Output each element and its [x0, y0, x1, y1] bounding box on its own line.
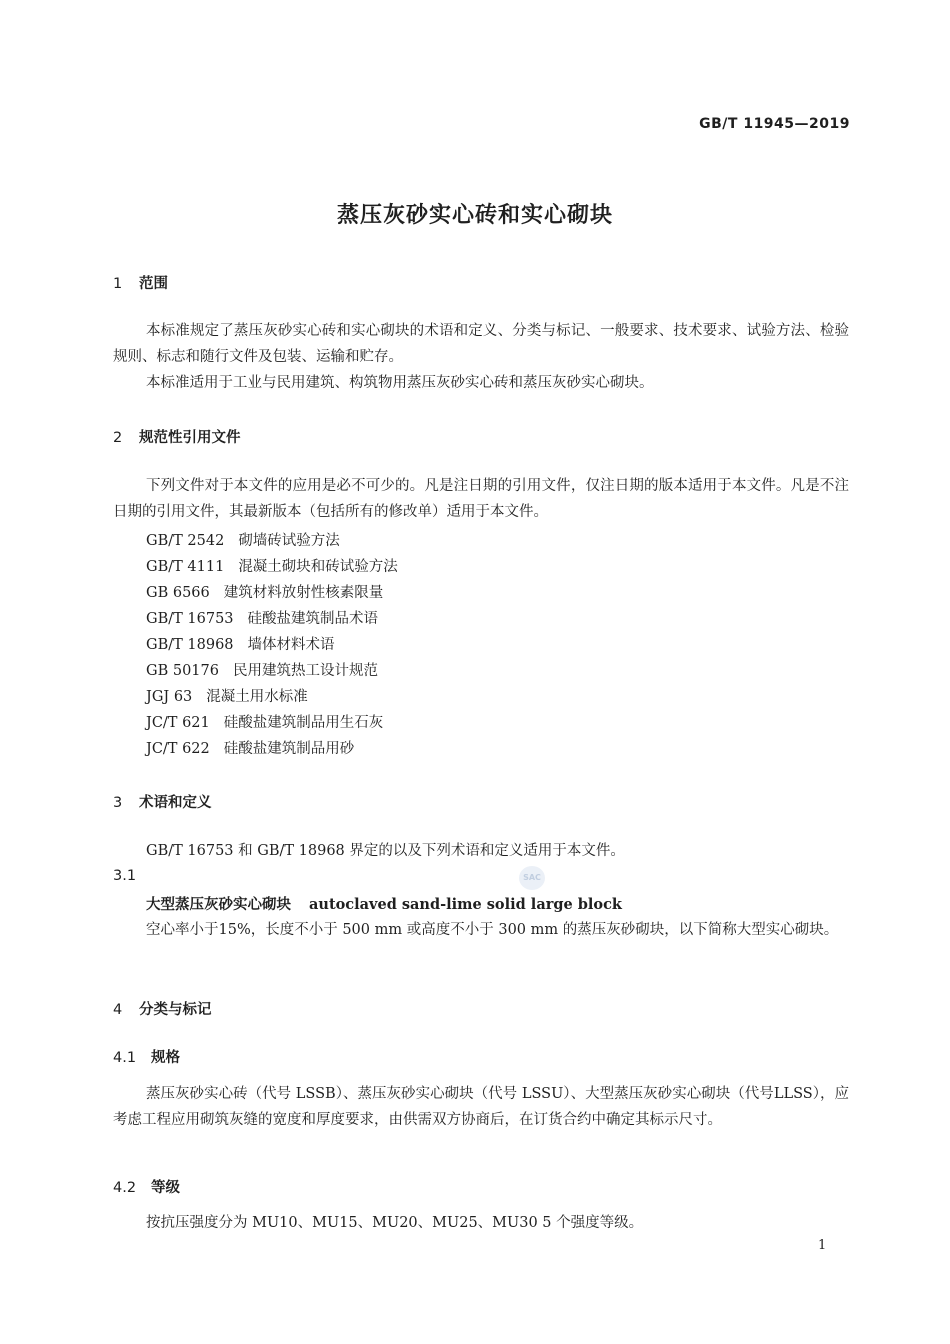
reference-title: 硅酸盐建筑制品用生石灰: [223, 715, 384, 731]
standard-code: GB/T 11945—2019: [699, 116, 850, 132]
section-number: 3: [113, 795, 123, 811]
subsection-title: 等级: [151, 1180, 180, 1196]
reference-title: 民用建筑热工设计规范: [232, 663, 378, 679]
section-3-paragraph-1: GB/T 16753 和 GB/T 18968 界定的以及下列术语和定义适用于本文件。: [146, 843, 625, 859]
section-title: 分类与标记: [139, 1002, 212, 1018]
reference-code: GB/T 4111: [146, 559, 225, 575]
reference-code: JC/T 621: [146, 715, 210, 731]
reference-title: 硅酸盐建筑制品术语: [247, 611, 379, 627]
subsection-4-1-paragraph: 蒸压灰砂实心砖（代号 LSSB）、蒸压灰砂实心砌块（代号 LSSU）、大型蒸压灰砂实心砌块（代号LLSS），应考虑工程应用砌筑灰缝的宽度和厚度要求，由供需双方协商后，在订货合约中确定其标示尺寸。: [113, 1086, 849, 1128]
section-number: 4: [113, 1002, 123, 1018]
reference-title: 硅酸盐建筑制品用砂: [223, 741, 355, 757]
term-heading: [146, 893, 622, 914]
section-1-paragraph-1: 本标准规定了蒸压灰砂实心砖和实心砌块的术语和定义、分类与标记、一般要求、技术要求、试验方法、检验规则、标志和随行文件及包装、运输和贮存。: [113, 323, 849, 365]
subsection-4-1-heading: [113, 1046, 180, 1067]
reference-code: JC/T 622: [146, 741, 210, 757]
reference-item: [146, 711, 383, 732]
reference-code: GB/T 2542: [146, 533, 225, 549]
reference-item: [146, 685, 308, 706]
reference-code: GB 50176: [146, 663, 219, 679]
reference-item: [146, 581, 383, 602]
term-chinese: 大型蒸压灰砂实心砌块: [146, 897, 291, 913]
reference-item: [146, 659, 378, 680]
section-2-heading: [113, 426, 241, 447]
subsection-4-2-heading: [113, 1176, 180, 1197]
reference-code: JGJ 63: [146, 689, 193, 705]
section-1-heading: [113, 272, 168, 293]
section-1-paragraph-2: 本标准适用于工业与民用建筑、构筑物用蒸压灰砂实心砖和蒸压灰砂实心砌块。: [146, 375, 654, 391]
term-english: autoclaved sand-lime solid large block: [309, 896, 622, 913]
reference-item: [146, 529, 340, 550]
section-3-heading: [113, 791, 212, 812]
section-title: 术语和定义: [139, 795, 212, 811]
subsection-number: 4.2: [113, 1180, 137, 1196]
reference-title: 混凝土用水标准: [206, 689, 308, 705]
reference-item: [146, 607, 378, 628]
section-4-heading: [113, 998, 212, 1019]
reference-item: [146, 555, 398, 576]
section-2-paragraph-1: 下列文件对于本文件的应用是必不可少的。凡是注日期的引用文件，仅注日期的版本适用于本文件。凡是不注日期的引用文件，其最新版本（包括所有的修改单）适用于本文件。: [113, 478, 849, 520]
section-title: 规范性引用文件: [139, 430, 241, 446]
reference-title: 建筑材料放射性核素限量: [223, 585, 384, 601]
subsection-number: 4.1: [113, 1050, 137, 1066]
reference-code: GB 6566: [146, 585, 210, 601]
reference-title: 墙体材料术语: [247, 637, 335, 653]
section-number: 1: [113, 276, 123, 292]
term-definition: 空心率小于15%，长度不小于 500 mm 或高度不小于 300 mm 的蒸压灰砂砌块，以下简称大型实心砌块。: [146, 922, 839, 938]
section-title: 范围: [139, 276, 168, 292]
reference-code: GB/T 18968: [146, 637, 234, 653]
reference-title: 混凝土砌块和砖试验方法: [238, 559, 398, 575]
reference-item: [146, 633, 335, 654]
page-number: 1: [818, 1238, 827, 1253]
document-title: 蒸压灰砂实心砖和实心砌块: [336, 203, 613, 228]
reference-item: [146, 737, 354, 758]
section-number: 2: [113, 430, 123, 446]
reference-title: 砌墙砖试验方法: [238, 533, 340, 549]
reference-code: GB/T 16753: [146, 611, 234, 627]
watermark-logo: SAC: [519, 866, 545, 890]
subsection-4-2-paragraph: 按抗压强度分为 MU10、MU15、MU20、MU25、MU30 5 个强度等级。: [146, 1215, 644, 1231]
subsection-title: 规格: [151, 1050, 180, 1066]
term-number: 3.1: [113, 868, 137, 884]
